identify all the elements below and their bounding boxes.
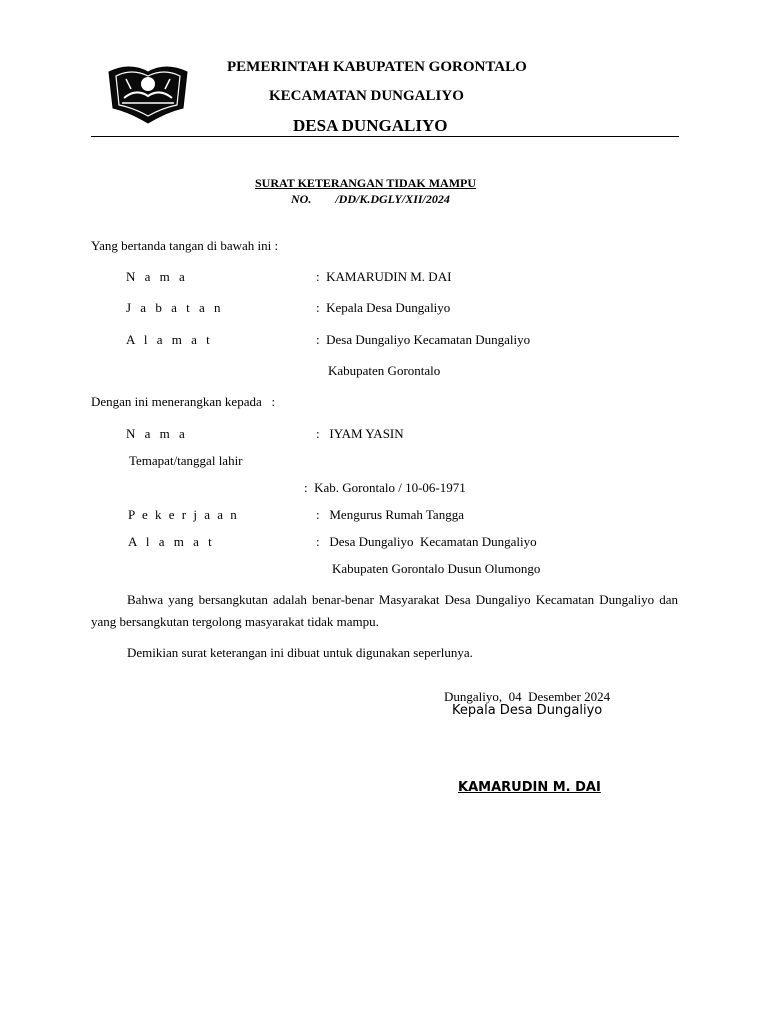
letterhead-line-2: KECAMATAN DUNGALIYO	[269, 88, 464, 104]
body-paragraph-1: Bahwa yang bersangkutan adalah benar-benar Masyarakat Desa Dungaliyo Kecamatan Dungaliyo dan yang bersangkutan tergolong masyarakat tidak mampu.	[91, 592, 678, 629]
subject-birth-value: : Kab. Gorontalo / 10-06-1971	[304, 480, 466, 495]
subject-job-value: : Mengurus Rumah Tangga	[316, 507, 464, 522]
subject-intro: Dengan ini menerangkan kepada :	[91, 394, 276, 409]
subject-address-label: A l a m a t	[128, 534, 215, 549]
signatory-address-value: : Desa Dungaliyo Kecamatan Dungaliyo	[316, 332, 531, 347]
subject-address-value: : Desa Dungaliyo Kecamatan Dungaliyo	[316, 534, 537, 549]
signatory-name-value: : KAMARUDIN M. DAI	[316, 269, 452, 284]
subject-address-value-2: Kabupaten Gorontalo Dusun Olumongo	[332, 561, 541, 576]
signatory-position-label: J a b a t a n	[126, 300, 224, 315]
letterhead-line-3: DESA DUNGALIYO	[293, 116, 448, 135]
subject-name-value: : IYAM YASIN	[316, 426, 404, 441]
subject-job-label: P e k e r j a a n	[128, 507, 239, 522]
body-paragraph-2: Demikian surat keterangan ini dibuat untuk digunakan seperlunya.	[127, 645, 473, 660]
closing-signer: KAMARUDIN M. DAI	[458, 780, 601, 795]
subject-name-label: N a m a	[126, 426, 188, 441]
letterhead-divider	[91, 136, 679, 137]
signatory-intro: Yang bertanda tangan di bawah ini :	[91, 238, 279, 253]
letter-number: NO. /DD/K.DGLY/XII/2024	[291, 192, 450, 206]
closing-title: Kepala Desa Dungaliyo	[452, 703, 603, 718]
regency-emblem-icon	[106, 62, 190, 124]
closing-place-date: Dungaliyo, 04 Desember 2024	[444, 689, 611, 704]
signatory-address-value-2: Kabupaten Gorontalo	[328, 363, 441, 378]
letterhead-line-1: PEMERINTAH KABUPATEN GORONTALO	[227, 59, 527, 75]
subject-birth-label: Temapat/tanggal lahir	[129, 453, 243, 468]
signatory-name-label: N a m a	[126, 269, 188, 284]
letter-title: SURAT KETERANGAN TIDAK MAMPU	[255, 176, 477, 190]
signatory-position-value: : Kepala Desa Dungaliyo	[316, 300, 451, 315]
signatory-address-label: A l a m a t	[126, 332, 213, 347]
